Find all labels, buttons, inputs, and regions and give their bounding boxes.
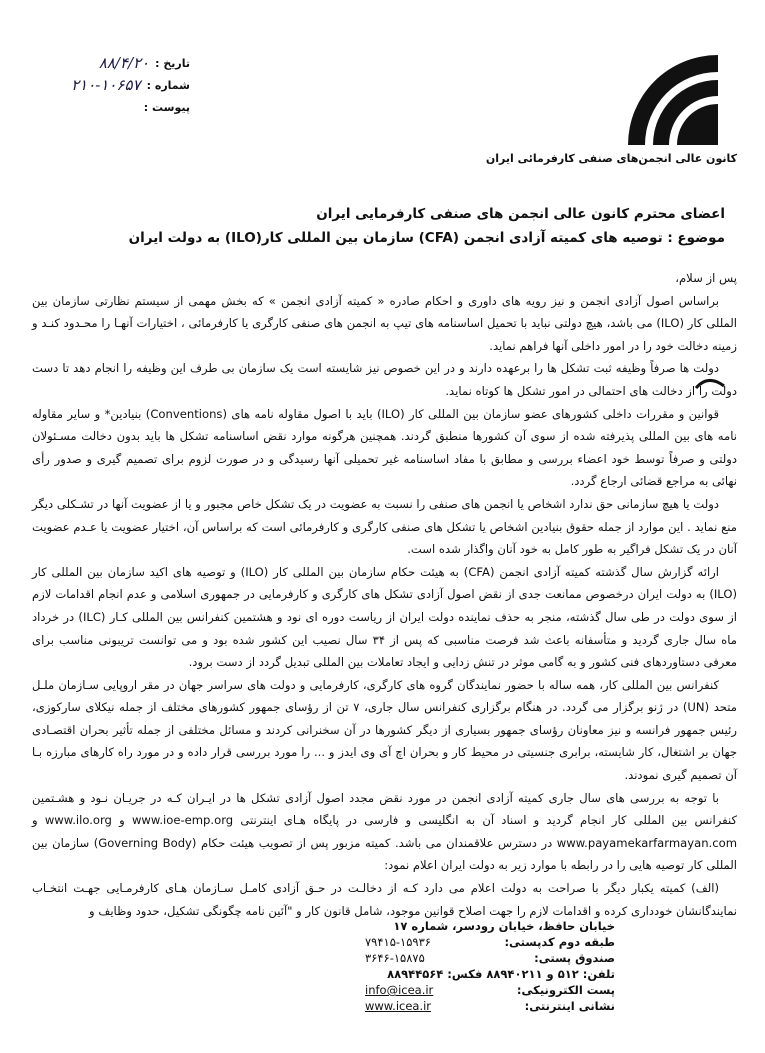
letter-body [32, 267, 737, 922]
body-paragraph: دولت یا هیچ سازمانی حق ندارد اشخاص یا انجمن های صنفی را نسبت به عضویت در یک تشکل خاص مجبور و یا از عضویت آنها در تشـکلی دیگر منع نماید . این موارد از جمله حقوق بنیادین اشخاص یا تشکل های صنفی کارگری و کارفرمائی است که براساس آن، اختیار عضویت یا عـدم عضویت آنان در یک تشکل فراگیر به طور کامل به خود آنان واگذار شده است. [32, 496, 737, 557]
body-paragraph: قوانین و مقررات داخلی کشورهای عضو سازمان بین المللی کار (ILO) باید با اصول مقاوله نامه های (Conventions) بنیادین* و سایر مقاوله نامه های بین المللی پذیرفته شده از سوی آن کشورها منطبق گردند. همچنین هرگونه موارد نقض اساسنامه تشکل ها باید بدون دخالت مسـئولان دولتی و صرفاً توسط خود اعضاء بررسی و مطابق با مفاد اساسنامه غیر تحمیلی آنها رسیدگی و در صورت لزوم برای تصمیم گیری و صدور رأی نهائی به مراجع قضائی ارجاع گردد. [32, 406, 737, 489]
address-row [365, 918, 615, 934]
postal-row [365, 934, 615, 950]
phone-fax-row [365, 966, 615, 982]
attachment-row [60, 96, 190, 118]
body-paragraph: کنفرانس بین المللی کار، همه ساله با حضور نمایندگان گروه های کارگری، کارفرمایی و دولت های سراسر جهان در مقر اروپایی سـازمان ملـل متحد (UN) در ژنو برگزار می گردد. در هنگام برگزاری کنفرانس سال جاری، ۷ تن از رؤسای جمهور کشورهای مختلف از جمله نیکلای سارکوزی، رئیس جمهور فرانسه و نیز معاونان رؤسای جمهور بسیاری از دیگر کشورها در آن سخنرانی کردند و مسائل مختلفی از جمله تأثیر بحران اقتصـادی جهان بر اشتغال، کار شایسته، برابری جنسیتی در محیط کار و بحران اچ آی وی ایدز و ... را مورد بررسی قرار داده و در مورد راه کارهای مبارزه بـا آن تصمیم گیری نمودند. [32, 677, 737, 783]
body-paragraph: ارائه گزارش سال گذشته کمیته آزادی انجمن (CFA) به هیئت حکام سازمان بین المللی کار (ILO) و توصیه های اکید سازمان بین المللی کار (ILO) به دولت ایران درخصوص ممانعت جدی از نقض اصول آزادی تشکل های کارگری و کارفرمایی در جمهوری اسلامی و عدم انجام اقدامات لازم از سوی دولت در طی سال گذشته، منجر به حذف نماینده دولت ایران از ریاست دوره ای نود و هشتمین کنفرانس بین المللی کـار (ILC) در خرداد ماه سال جاری گردید و متأسفانه باعث شد فرصت مناسبی که پس از ۳۴ سال نصیب این کشور شده بود و می توانست تریبونی مناسب برای معرفی دستاوردهای فنی کشور و به گامی موثر در تنش زدایی و ایجاد تعاملات بین المللی تبدیل گردد از دست برود. [32, 564, 737, 670]
address-text: خیابان حافظ، خیابان رودسر، شماره ۱۷ [393, 919, 615, 933]
web-label: نشانی اینترنتی: [524, 999, 615, 1013]
email-link[interactable]: info@icea.ir [365, 983, 434, 997]
pobox-value: ۳۶۴۶-۱۵۸۷۵ [365, 951, 425, 965]
date-value: ۸۸/۴/۲۰ [98, 54, 150, 72]
number-value: ۲۱۰-۱۰۶۵۷ [71, 76, 141, 94]
date-row [60, 52, 190, 74]
postal-code: ۷۹۴۱۵-۱۵۹۳۶ [365, 935, 431, 949]
body-paragraph: براساس اصول آزادی انجمن و نیز رویه های داوری و احکام صادره « کمیته آزادی انجمن » که بخش مهمی از سیستم نظارتی سازمان بین المللی کار (ILO) می باشد، هیچ دولتی نباید با تحمیل اساسنامه های تیپ به انجمن های صنفی کارگری یا کارفرمائی ، اختیارات آنهـا را محـدود کنـد و زمینه دخالت خود را در امور داخلی آنها فراهم نماید. [32, 293, 738, 353]
body-paragraph: دولت ها صرفاً وظیفه ثبت تشکل ها را برعهده دارند و در این خصوص نیز شایسته است یک سازمان بی طرف این وظیفه را انجام دهد تا دست دولت را از دخالت های احتمالی در امور تشکل ها کوتاه نماید. [32, 361, 737, 398]
body-paragraph: با توجه به بررسی های سال جاری کمیته آزادی انجمن در مورد نقض مجدد اصول آزادی تشکل ها در ایـران کـه در جریـان نـود و هشـتمین کنفرانس بین المللی کار انجام گردید و اسناد آن به انگلیسی و فارسی در پایگاه هـای اینترنتی www.ioe-emp.org و www.ilo.org و www.payamekarfarmayan.com در دسترس علاقمندان می باشد. کمیته مزبور پس از تصویب هیئت حکام (Governing Body) سازمان بین المللی کار توصیه هایی را در رابطه با موارد زیر به دولت ایران اعلام نمود: [32, 790, 737, 873]
subject-heading: موضوع : توصیه های کمیته آزادی انجمن (CFA) سازمان بین المللی کار(ILO) به دولت ایران [128, 230, 725, 246]
addressee-heading: اعضای محترم کانون عالی انجمن های صنفی کارفرمایی ایران [316, 206, 725, 222]
date-label: تاریخ : [155, 56, 190, 70]
pen-mark-icon [694, 376, 728, 390]
web-row [365, 998, 615, 1014]
floor-label: طبقه دوم کدپستی: [504, 935, 615, 949]
salutation: پس از سلام، [675, 271, 737, 285]
organization-name: کانون عالی انجمن‌های صنفی کارفرمائی ایران [485, 152, 737, 165]
phone-fax-text: تلفن: ۵۱۲ و ۸۸۹۴۰۲۱۱ فکس: ۸۸۹۴۴۵۶۴ [387, 967, 615, 981]
attachment-label: پیوست : [143, 100, 190, 114]
web-link[interactable]: www.icea.ir [365, 999, 432, 1013]
contact-block [365, 918, 615, 1014]
email-label: پست الکترونیکی: [516, 983, 615, 997]
pobox-row [365, 950, 615, 966]
letter-meta [60, 52, 190, 118]
number-label: شماره : [146, 78, 190, 92]
number-row [60, 74, 190, 96]
pobox-label: صندوق پستی: [534, 951, 615, 965]
organization-logo-icon [623, 50, 733, 150]
email-row [365, 982, 615, 998]
body-paragraph: (الف) کمیته یکبار دیگر با صراحت به دولت اعلام می دارد کـه از دخالـت در حـق آزادی کامـل سـازمان هـای کارفرمـایی جهـت انتخـاب نمایندگانشان خودداری کرده و اقدامات لازم را جهت اصلاح قوانین موجود، شامل قانون کار و "آئین نامه چگونگی تشکیل، حدود وظایف و [32, 881, 737, 918]
